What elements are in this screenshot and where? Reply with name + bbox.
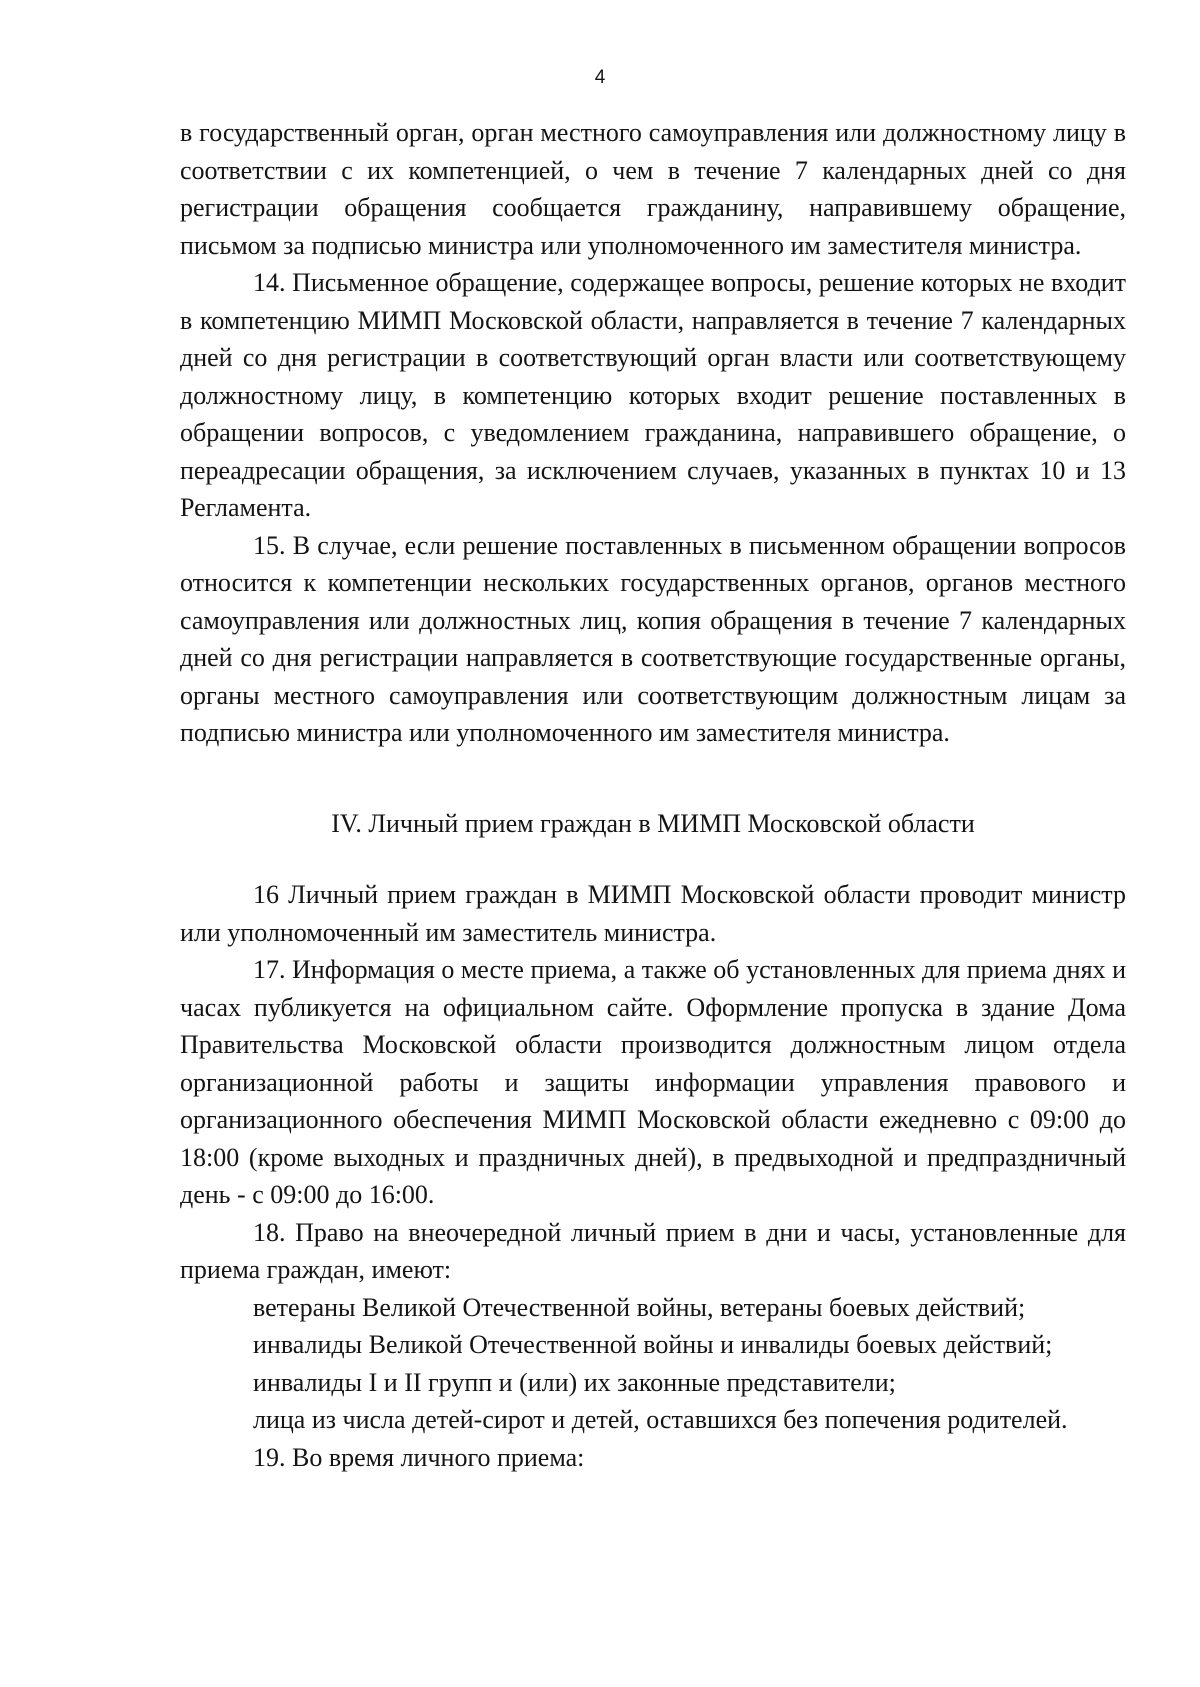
list-item: инвалиды Великой Отечественной войны и инвалиды боевых действий; — [253, 1330, 1053, 1359]
paragraph-18: 18. Право на внеочередной личный прием в дни и часы, установленные для приема граждан, имеют: — [180, 1217, 1126, 1284]
list-item: ветераны Великой Отечественной войны, ветераны боевых действий; — [253, 1292, 1026, 1322]
paragraph-15: 15. В случае, если решение поставленных в письменном обращении вопросов относится к компетенции нескольких государственных органов, органов местного самоуправления или должностных лиц, копия обращения в течение 7 календарных дней со дня регистрации направляется в соответствующие государственные органы, органы местного самоуправления или соответствующим должностным лицам за подписью министра или уполномоченного им заместителя министра. — [180, 530, 1126, 747]
text-block-top — [180, 114, 1126, 752]
list-item: инвалиды I и II групп и (или) их законные представители; — [253, 1367, 896, 1397]
section-heading: IV. Личный прием граждан в МИМП Московской области — [331, 809, 975, 838]
text-block-bottom — [180, 876, 1126, 1476]
paragraph-14: 14. Письменное обращение, содержащее вопросы, решение которых не входит в компетенцию МИМП Московской области, направляется в течение 7 календарных дней со дня регистрации в соответствующий орган власти или соответствующему должностному лицу, в компетенцию которых входит решение поставленных в обращении вопросов, с уведомлением гражданина, направившего обращение, о переадресации обращения, за исключением случаев, указанных в пунктах 10 и 13 Регламента. — [180, 268, 1126, 522]
paragraph-17: 17. Информация о месте приема, а также об установленных для приема днях и часах публикуется на официальном сайте. Оформление пропуска в здание Дома Правительства Московской области производится должностным лицом отдела организационной работы и защиты информации управления правового и организационного обеспечения МИМП Московской области ежедневно с 09:00 до 18:00 (кроме выходных и праздничных дней), в предвыходной и предпраздничный день - с 09:00 до 16:00. — [180, 955, 1126, 1209]
paragraph-16: 16 Личный прием граждан в МИМП Московской области проводит министр или уполномоченный им заместитель министра. — [180, 880, 1126, 947]
paragraph-19: 19. Во время личного приема: — [253, 1442, 585, 1472]
page-number: 4 — [594, 67, 606, 88]
list-item: лица из числа детей-сирот и детей, оставшихся без попечения родителей. — [253, 1405, 1068, 1434]
paragraph-continuation: в государственный орган, орган местного самоуправления или должностному лицу в соответствии с их компетенцией, о чем в течение 7 календарных дней со дня регистрации обращения сообщается гражданину, направившему обращение, письмом за подписью министра или уполномоченного им заместителя министра. — [180, 118, 1126, 260]
section-heading-block — [180, 805, 1126, 843]
